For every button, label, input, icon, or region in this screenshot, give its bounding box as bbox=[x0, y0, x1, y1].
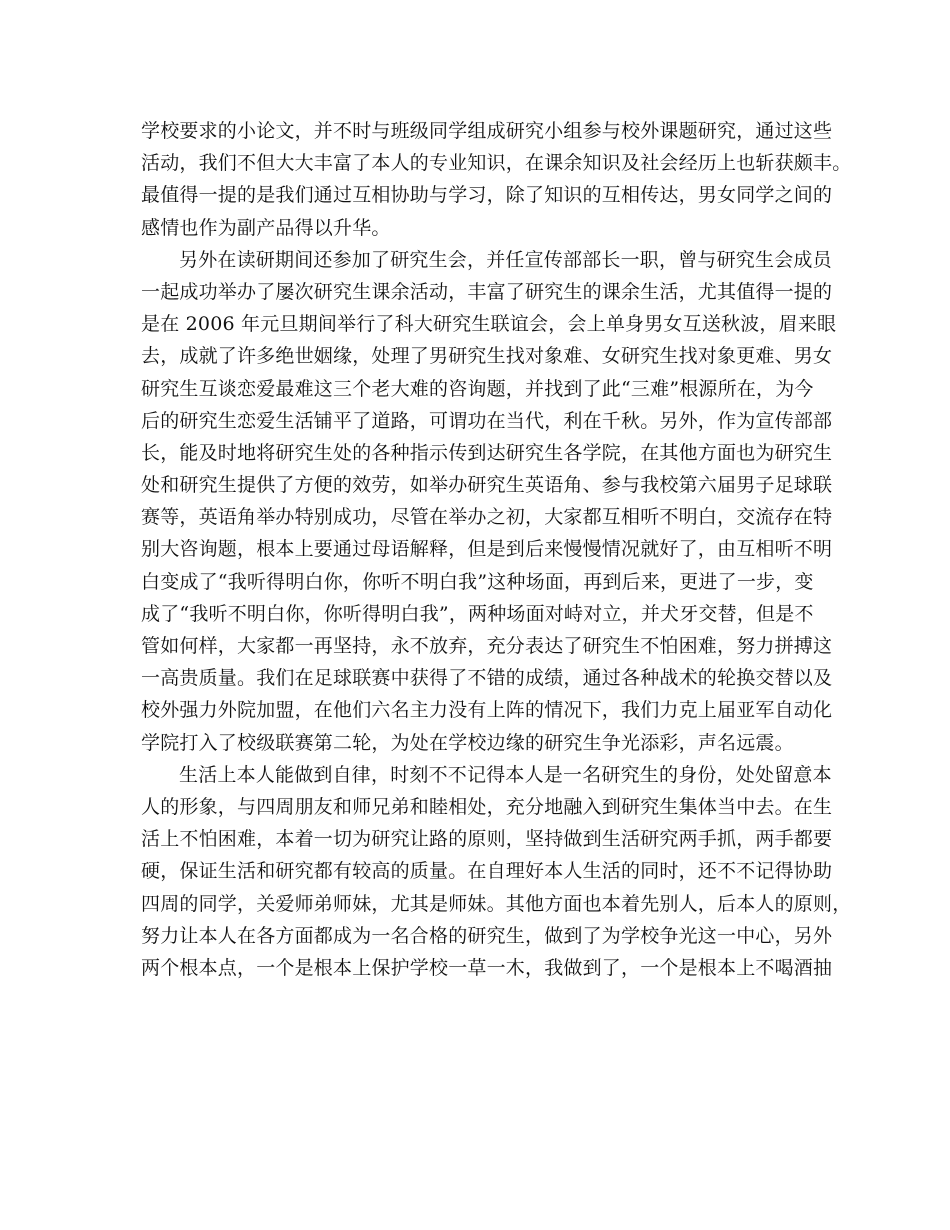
text-line: 长，能及时地将研究生处的各种指示传到达研究生各学院，在其他方面也为研究生 bbox=[141, 441, 833, 464]
text-line: 努力让本人在各方面都成为一名合格的研究生，做到了为学校争光这一中心，另外 bbox=[141, 924, 833, 947]
text-line: 两个根本点，一个是根本上保护学校一草一木，我做到了，一个是根本上不喝酒抽 bbox=[141, 956, 833, 979]
text-line: 成了“我听不明白你，你听得明白我”，两种场面对峙对立，并犬牙交替，但是不 bbox=[141, 602, 814, 625]
text-line: 后的研究生恋爱生活铺平了道路，可谓功在当代，利在千秋。另外，作为宣传部部 bbox=[141, 409, 833, 432]
text-line: 管如何样，大家都一再坚持，永不放弃，充分表达了研究生不怕困难，努力拼搏这 bbox=[141, 635, 833, 657]
paragraph-start-line: 另外在读研期间还参加了研究生会，并任宣传部部长一职，曾与研究生会成员 bbox=[179, 248, 832, 271]
text-line: 四周的同学，关爱师弟师妹，尤其是师妹。其他方面也本着先别人，后本人的原则， bbox=[141, 892, 852, 915]
text-line: 学校要求的小论文，并不时与班级同学组成研究小组参与校外课题研究，通过这些 bbox=[141, 120, 833, 142]
text-line: 去，成就了许多绝世姻缘，处理了男研究生找对象难、女研究生找对象更难、男女 bbox=[141, 345, 833, 368]
text-line: 学院打入了校级联赛第二轮，为处在学校边缘的研究生争光添彩，声名远震。 bbox=[141, 731, 794, 754]
text-line: 一起成功举办了屡次研究生课余活动，丰富了研究生的课余生活，尤其值得一提的 bbox=[141, 280, 833, 303]
text-line: 活上不怕困难，本着一切为研究让路的原则，坚持做到生活研究两手抓，两手都要 bbox=[141, 828, 833, 851]
text-line: 硬，保证生活和研究都有较高的质量。在自理好本人生活的同时，还不不记得协助 bbox=[141, 860, 833, 883]
text-line: 研究生互谈恋爱最难这三个老大难的咨询题，并找到了此“三难”根源所在，为今 bbox=[141, 377, 814, 400]
text-line: 是在 2006 年元旦期间举行了科大研究生联谊会，会上单身男女互送秋波，眉来眼 bbox=[141, 313, 837, 336]
text-line: 赛等，英语角举办特别成功，尽管在举办之初，大家都互相听不明白，交流存在特 bbox=[141, 506, 833, 529]
text-line: 最值得一提的是我们通过互相协助与学习，除了知识的互相传达，男女同学之间的 bbox=[141, 184, 833, 207]
text-line: 人的形象，与四周朋友和师兄弟和睦相处，充分地融入到研究生集体当中去。在生 bbox=[141, 795, 833, 818]
text-line: 白变成了“我听得明白你，你听不明白我”这种场面，再到后来，更进了一步，变 bbox=[141, 570, 814, 593]
body-text bbox=[141, 115, 852, 984]
text-line: 校外强力外院加盟，在他们六名主力没有上阵的情况下，我们力克上届亚军自动化 bbox=[141, 699, 833, 722]
text-line: 处和研究生提供了方便的效劳，如举办研究生英语角、参与我校第六届男子足球联 bbox=[141, 474, 833, 497]
paragraph-start-line: 生活上本人能做到自律，时刻不不记得本人是一名研究生的身份，处处留意本 bbox=[179, 763, 832, 786]
text-line: 别大咨询题，根本上要通过母语解释，但是到后来慢慢情况就好了，由互相听不明 bbox=[141, 538, 833, 561]
text-line: 活动，我们不但大大丰富了本人的专业知识，在课余知识及社会经历上也斩获颇丰。 bbox=[141, 152, 852, 175]
text-line: 一高贵质量。我们在足球联赛中获得了不错的成绩，通过各种战术的轮换交替以及 bbox=[141, 667, 833, 690]
text-line: 感情也作为副产品得以升华。 bbox=[141, 216, 391, 239]
